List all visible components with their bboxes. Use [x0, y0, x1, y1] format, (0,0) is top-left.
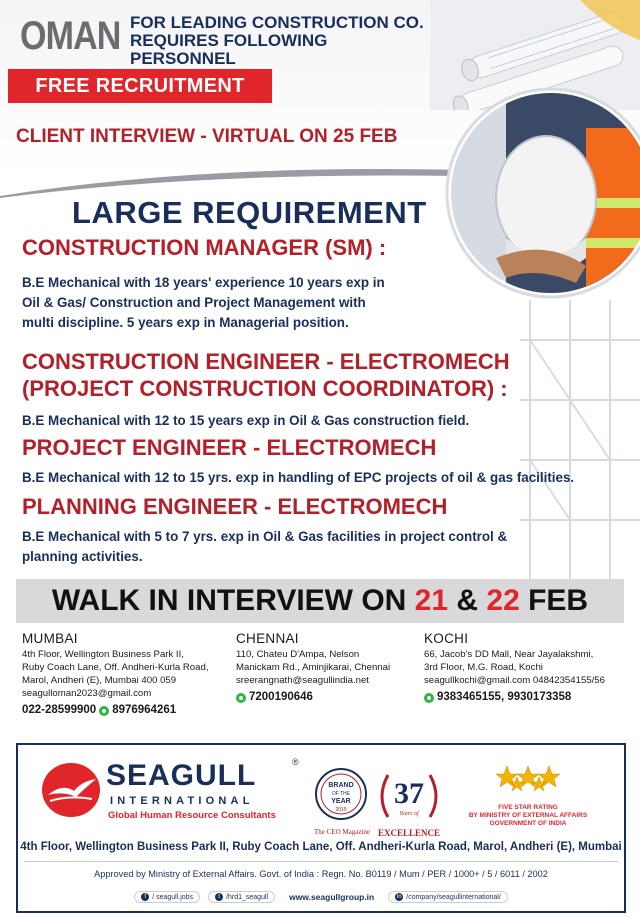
walkin-prefix: WALK IN INTERVIEW ON — [51, 584, 415, 617]
award-number: 37 — [394, 777, 424, 810]
role-desc-line: B.E Mechanical with 12 to 15 years exp in Oil & Gas construction field. — [22, 413, 470, 428]
office-address-line: 110, Chateu D'Ampa, Nelson — [236, 649, 360, 660]
award-seal-icon — [314, 767, 368, 821]
award-text: BRAND — [328, 782, 354, 789]
office-phones — [22, 704, 222, 717]
role-title-construction-engineer: CONSTRUCTION ENGINEER - ELECTROMECH — [22, 349, 510, 374]
facebook-link[interactable] — [134, 891, 200, 903]
laurel-icon — [374, 767, 444, 825]
role-desc-line: Oil & Gas/ Construction and Project Management with — [22, 295, 366, 310]
linkedin-link[interactable] — [388, 891, 508, 903]
headline — [130, 14, 430, 68]
office-kochi — [424, 632, 634, 704]
worker-with-hardhat-image — [436, 88, 640, 318]
facebook-handle: / seagull.jobs — [152, 893, 194, 901]
seagull-bird-icon — [40, 761, 102, 819]
award-text: OF THE — [331, 791, 351, 797]
footer-address: 4th Floor, Wellington Business Park II, Ruby Coach Lane, Off. Andheri-Kurla Road, Marol, Andheri (E), Mumbai — [20, 841, 622, 853]
role-desc-project-engineer — [22, 468, 574, 488]
role-desc-construction-engineer — [22, 411, 469, 431]
office-city: CHENNAI — [236, 631, 299, 646]
award-year: 2019 — [335, 807, 347, 813]
role-title-construction-engineer-sub: (PROJECT CONSTRUCTION COORDINATOR) : — [22, 376, 508, 401]
footer-approval: Approved by Ministry of External Affairs. Govt. of India : Regn. No. B0119 / Mum / PER / 1000+ / 5 / 6011 / 2002 — [94, 869, 548, 879]
rating-line-1: FIVE STAR RATING — [498, 804, 558, 811]
role-desc-line: B.E Mechanical with 5 to 7 yrs. exp in Oil & Gas facilities in project control & — [22, 529, 508, 544]
office-phone[interactable]: 022-28599900 — [22, 704, 97, 716]
role-desc-planning-engineer — [22, 527, 507, 567]
footer-divider — [24, 861, 618, 862]
brand-tagline: Global Human Resource Consultants — [108, 810, 276, 821]
role-desc-line: multi discipline. 5 years exp in Managerial position. — [22, 315, 349, 330]
office-mumbai — [22, 632, 222, 717]
headline-line-2: REQUIRES FOLLOWING PERSONNEL — [130, 31, 328, 68]
award-small: Years of — [399, 811, 419, 817]
walkin-day-2: 22 — [486, 584, 520, 617]
office-chennai — [236, 632, 416, 704]
whatsapp-icon — [99, 706, 109, 716]
role-desc-line: planning activities. — [22, 549, 143, 564]
office-whatsapp-phone[interactable]: 8976964261 — [112, 704, 177, 716]
office-address-line: Manickam Rd., Aminjikarai, Chennai — [236, 662, 391, 673]
walkin-amp: & — [448, 584, 487, 617]
role-title-project-engineer: PROJECT ENGINEER - ELECTROMECH — [22, 435, 437, 460]
whatsapp-icon — [424, 693, 434, 703]
office-whatsapp-phone[interactable]: 9383465155, 9930173358 — [437, 691, 572, 703]
twitter-link[interactable] — [208, 891, 275, 903]
linkedin-handle: /company/seagullinternational/ — [406, 893, 501, 901]
linkedin-icon: in — [396, 894, 402, 900]
stars-icon — [493, 763, 563, 797]
walk-in-interview-banner — [16, 579, 624, 623]
role-title-construction-manager: CONSTRUCTION MANAGER (SM) : — [22, 235, 387, 260]
footer-links — [18, 891, 624, 903]
brand-of-the-year-award — [314, 767, 368, 837]
free-recruitment-badge: FREE RECRUITMENT — [8, 69, 272, 103]
award-text: YEAR — [331, 798, 351, 805]
office-address-line: Marol, Andheri (E), Mumbai 400 059 — [22, 675, 177, 686]
office-phones — [424, 691, 634, 704]
role-desc-construction-manager — [22, 273, 385, 333]
office-address-line: 3rd Floor, M.G. Road, Kochi — [424, 662, 543, 673]
office-email-phone[interactable]: seagullkochi@gmail.com 04842354155/56 — [424, 675, 605, 686]
large-requirement-heading: LARGE REQUIREMENT — [72, 195, 427, 230]
walkin-day-1: 21 — [414, 584, 449, 617]
twitter-handle: /hrd1_seagull — [226, 893, 269, 901]
office-email[interactable]: sreerangnath@seagullindia.net — [236, 675, 369, 686]
scaffolding-background — [520, 300, 640, 580]
website-link[interactable]: www.seagullgroup.in — [289, 892, 375, 902]
office-phones — [236, 691, 416, 704]
office-whatsapp-phone[interactable]: 7200190646 — [249, 691, 313, 703]
twitter-icon: t — [215, 893, 223, 901]
whatsapp-icon — [236, 693, 246, 703]
brand-subtitle: INTERNATIONAL — [110, 795, 254, 807]
seagull-logo — [40, 757, 300, 823]
rating-line-2: BY MINISTRY OF EXTERNAL AFFAIRS — [468, 812, 588, 819]
registered-mark: ® — [292, 757, 299, 767]
office-city: KOCHI — [424, 631, 469, 646]
office-address-line: Ruby Coach Lane, Off. Andheri-Kurla Road, — [22, 662, 209, 673]
five-star-rating-award — [448, 763, 608, 833]
walkin-suffix: FEB — [519, 584, 589, 617]
office-address-line: 4th Floor, Wellington Business Park II, — [22, 649, 184, 660]
office-city: MUMBAI — [22, 631, 78, 646]
office-email[interactable]: seagulloman2023@gmail.com — [22, 688, 152, 699]
brand-name: SEAGULL — [106, 759, 257, 792]
excellence-label: EXCELLENCE — [377, 828, 440, 838]
headline-line-1: FOR LEADING CONSTRUCTION CO. — [130, 13, 424, 32]
client-interview-line: CLIENT INTERVIEW - VIRTUAL ON 25 FEB — [16, 126, 398, 147]
facebook-icon: f — [141, 893, 149, 901]
country-label: OMAN — [20, 14, 121, 58]
role-desc-line: B.E Mechanical with 18 years' experience 10 years exp in — [22, 275, 385, 290]
role-desc-line: B.E Mechanical with 12 to 15 yrs. exp in handling of EPC projects of oil & gas facilities. — [22, 470, 575, 485]
role-title-planning-engineer: PLANNING ENGINEER - ELECTROMECH — [22, 494, 448, 519]
office-address-line: 66, Jacob's DD Mall, Near Jayalakshmi, — [424, 649, 594, 660]
rating-line-3: GOVERNMENT OF INDIA — [489, 820, 567, 827]
company-footer — [16, 743, 626, 913]
years-excellence-award — [374, 767, 444, 837]
award-magazine: The CEO Magazine — [314, 828, 370, 836]
